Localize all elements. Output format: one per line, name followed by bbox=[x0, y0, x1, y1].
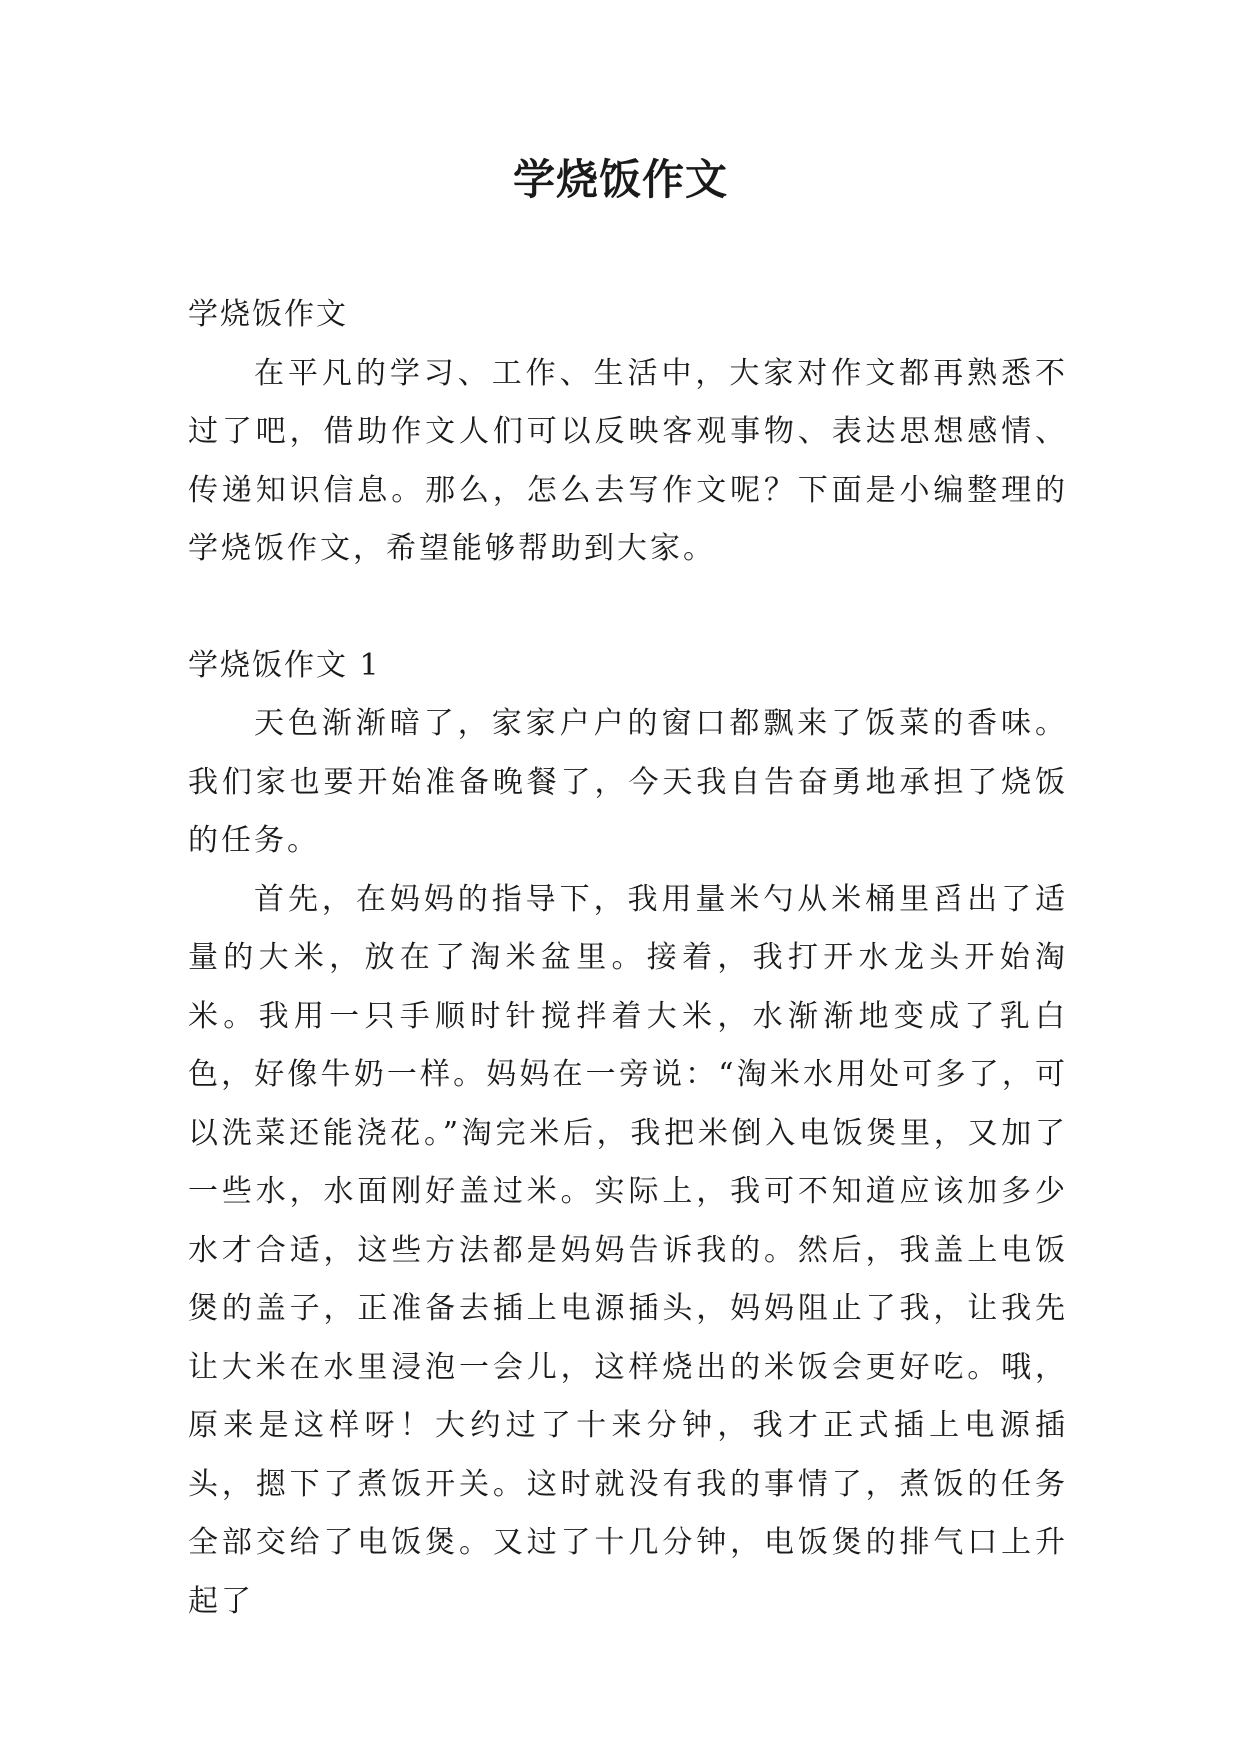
document-body bbox=[188, 286, 1068, 1631]
essay-paragraph: 首先，在妈妈的指导下，我用量米勺从米桶里舀出了适量的大米，放在了淘米盆里。接着，我打开水龙头开始淘米。我用一只手顺时针搅拌着大米，水渐渐地变成了乳白色，好像牛奶一样。妈妈在一旁说：“淘米水用处可多了，可以洗菜还能浇花。”淘完米后，我把米倒入电饭煲里，又加了一些水，水面刚好盖过米。实际上，我可不知道应该加多少水才合适，这些方法都是妈妈告诉我的。然后，我盖上电饭煲的盖子，正准备去插上电源插头，妈妈阻止了我，让我先让大米在水里浸泡一会儿，这样烧出的米饭会更好吃。哦，原来是这样呀！大约过了十来分钟，我才正式插上电源插头，摁下了煮饭开关。这时就没有我的事情了，煮饭的任务全部交给了电饭煲。又过了十几分钟，电饭煲的排气口上升起了 bbox=[188, 881, 1068, 1619]
essay-paragraph: 天色渐渐暗了，家家户户的窗口都飘来了饭菜的香味。我们家也要开始准备晚餐了，今天我自告奋勇地承担了烧饭的任务。 bbox=[188, 706, 1068, 858]
page-title: 学烧饭作文 bbox=[512, 155, 728, 204]
section-spacer bbox=[188, 579, 1068, 637]
essay-heading: 学烧饭作文 1 bbox=[188, 647, 381, 683]
intro-paragraph: 在平凡的学习、工作、生活中，大家对作文都再熟悉不过了吧，借助作文人们可以反映客观事物、表达思想感情、传递知识信息。那么，怎么去写作文呢？下面是小编整理的学烧饭作文，希望能够帮助到大家。 bbox=[188, 355, 1068, 566]
intro-heading: 学烧饭作文 bbox=[188, 297, 348, 332]
